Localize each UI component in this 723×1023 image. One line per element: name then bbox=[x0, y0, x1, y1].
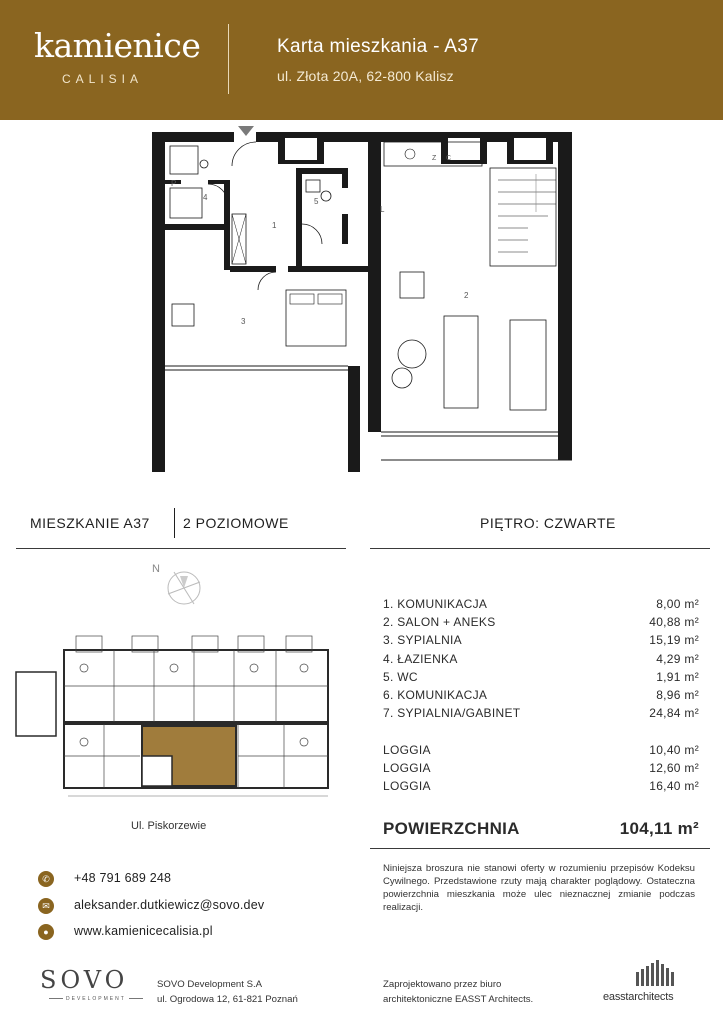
room-name: 5. WC bbox=[383, 669, 418, 684]
header-divider bbox=[228, 24, 229, 94]
company-name: SOVO Development S.A bbox=[157, 979, 263, 990]
room-area: 1,91 m² bbox=[656, 669, 699, 684]
table-row bbox=[383, 597, 699, 615]
street-name: Ul. Piskorzewie bbox=[131, 820, 207, 832]
floor-label: PIĘTRO: CZWARTE bbox=[480, 515, 616, 531]
total-area-row bbox=[383, 819, 699, 839]
table-row bbox=[383, 779, 699, 797]
address: ul. Złota 20A, 62-800 Kalisz bbox=[277, 68, 454, 84]
loggia-name: LOGGIA bbox=[383, 779, 431, 794]
room-number-3: 3 bbox=[241, 317, 246, 326]
page-title: Karta mieszkania - A37 bbox=[277, 36, 479, 57]
sovo-logo-subtitle: DEVELOPMENT bbox=[46, 996, 146, 1002]
table-row bbox=[383, 761, 699, 779]
apartment-name: MIESZKANIE A37 bbox=[30, 515, 150, 531]
total-underline bbox=[370, 848, 710, 849]
kamienice-logo: kamienice bbox=[34, 26, 201, 65]
website-link[interactable]: www.kamienicecalisia.pl bbox=[74, 924, 213, 938]
loggia-area: 10,40 m² bbox=[649, 743, 699, 757]
info-underline-right bbox=[370, 548, 710, 549]
fixture-label-c: C bbox=[446, 155, 452, 162]
site-plan bbox=[14, 632, 336, 800]
rooms-table bbox=[383, 597, 699, 724]
total-label: POWIERZCHNIA bbox=[383, 819, 520, 838]
room-name: 1. KOMUNIKACJA bbox=[383, 597, 488, 611]
fixture-label-p: P bbox=[171, 179, 177, 188]
calisia-logo-subtitle: CALISIA bbox=[62, 72, 144, 86]
architect-line-2: architektoniczne EASST Architects. bbox=[383, 994, 534, 1005]
table-row bbox=[383, 743, 699, 761]
phone-icon: ✆ bbox=[38, 871, 54, 887]
room-name: 6. KOMUNIKACJA bbox=[383, 687, 488, 702]
header-banner bbox=[0, 0, 723, 120]
table-row bbox=[383, 688, 699, 706]
architect-info bbox=[383, 977, 533, 1007]
loggia-area: 16,40 m² bbox=[649, 779, 699, 794]
room-name: 4. ŁAZIENKA bbox=[383, 651, 458, 666]
total-value: 104,11 m² bbox=[619, 819, 699, 838]
fixture-label-z: Z bbox=[432, 155, 437, 162]
room-area: 24,84 m² bbox=[649, 706, 699, 721]
disclaimer-text: Niniejsza broszura nie stanowi oferty w rozumieniu przepisów Kodeksu Cywilnego. Przedstawione rzuty mają charakter poglądowy. Ostateczna powierzchnia mieszkania może ulec nieznacznej zmianie podczas realizacji. bbox=[383, 863, 695, 913]
table-row bbox=[383, 670, 699, 688]
floor-plan bbox=[148, 124, 578, 476]
room-name: 3. SYPIALNIA bbox=[383, 633, 462, 648]
loggia-name: LOGGIA bbox=[383, 743, 431, 757]
table-row bbox=[383, 652, 699, 670]
phone-link[interactable]: +48 791 689 248 bbox=[74, 871, 172, 885]
fixture-label-l: L bbox=[380, 205, 385, 214]
easst-logo-text: easstarchitects bbox=[603, 991, 674, 1003]
table-row bbox=[383, 706, 699, 724]
table-row bbox=[383, 633, 699, 651]
company-address: ul. Ogrodowa 12, 61-821 Poznań bbox=[157, 994, 298, 1005]
email-link[interactable]: aleksander.dutkiewicz@sovo.dev bbox=[74, 898, 265, 912]
compass-icon bbox=[150, 560, 210, 620]
mail-icon: ✉ bbox=[38, 898, 54, 914]
room-number-1: 1 bbox=[272, 221, 277, 230]
room-number-4: 4 bbox=[203, 193, 208, 202]
room-area: 40,88 m² bbox=[649, 615, 699, 630]
room-area: 4,29 m² bbox=[656, 651, 699, 666]
loggia-area: 12,60 m² bbox=[649, 761, 699, 776]
apartment-levels: 2 POZIOMOWE bbox=[183, 515, 289, 531]
compass-north-label: N bbox=[152, 563, 160, 575]
room-number-2: 2 bbox=[464, 291, 469, 300]
globe-icon: ● bbox=[38, 924, 54, 940]
loggias-table bbox=[383, 743, 699, 798]
room-area: 8,96 m² bbox=[656, 687, 699, 702]
info-underline-left bbox=[16, 548, 346, 549]
company-info bbox=[157, 977, 298, 1007]
room-number-5: 5 bbox=[314, 197, 319, 206]
room-area: 8,00 m² bbox=[656, 597, 699, 611]
sovo-logo: SOVO bbox=[40, 966, 129, 994]
contact-website bbox=[38, 924, 213, 940]
room-name: 7. SYPIALNIA/GABINET bbox=[383, 706, 521, 721]
loggia-name: LOGGIA bbox=[383, 761, 431, 776]
table-row bbox=[383, 615, 699, 633]
easst-logo-icon bbox=[634, 958, 678, 986]
architect-line-1: Zaprojektowano przez biuro bbox=[383, 979, 502, 990]
info-divider bbox=[174, 508, 175, 538]
contact-phone bbox=[38, 871, 172, 887]
room-area: 15,19 m² bbox=[649, 633, 699, 648]
contact-email bbox=[38, 898, 265, 914]
room-name: 2. SALON + ANEKS bbox=[383, 615, 496, 630]
